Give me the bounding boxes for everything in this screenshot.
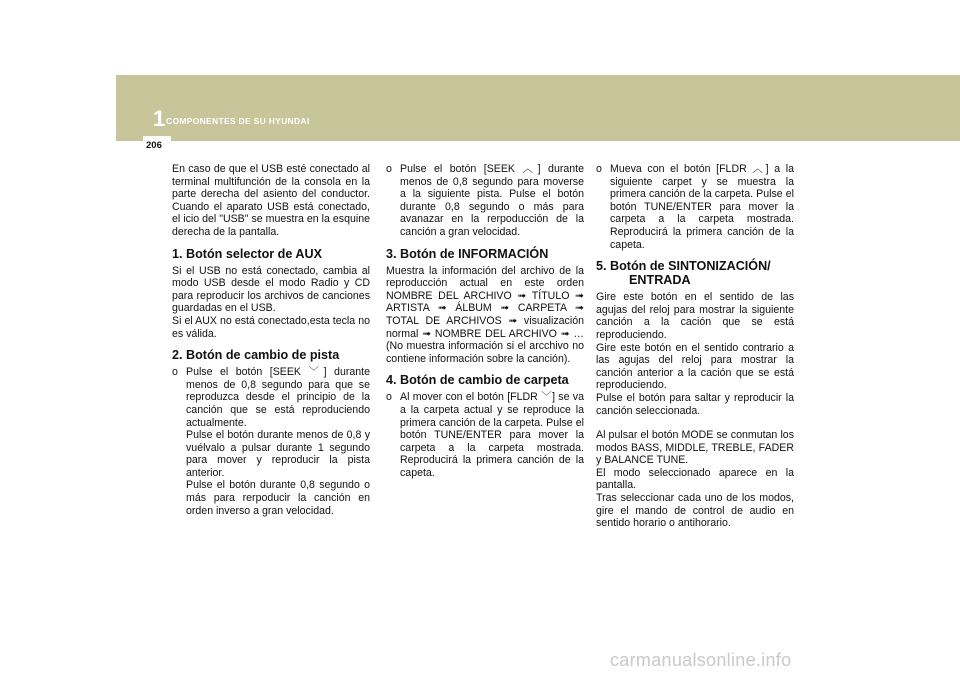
section-title-folder-change: 4. Botón de cambio de carpeta [386, 373, 569, 388]
chapter-number: 1 [153, 106, 166, 131]
chapter-title: COMPONENTES DE SU HYUNDAI [166, 116, 310, 126]
paragraph: Al pulsar el botón MODE se conmutan los modos BASS, MIDDLE, TREBLE, FADER y BALANCE TUNE. [596, 429, 794, 467]
bullet-text: Al mover con el botón [FLDR ﹀] se va a la carpeta actual y se reproduce la primera canción de la carpeta. Pulse el botón TUNE/ENTER para mover la carpeta a la carpeta mostrada. Reproducirá la primera canción de la capeta. [400, 391, 584, 479]
bullet-mark: o [386, 163, 392, 175]
paragraph: Si el AUX no está conectado,esta tecla no es válida. [172, 314, 370, 340]
bullet-text: Pulse el botón durante 0,8 segundo o más para rerpoducir la canción en orden inverso a gran velocidad. [186, 479, 370, 517]
bullet-item [386, 163, 584, 239]
bullet-text: Pulse el botón [SEEK ︿] durante menos de 0,8 segundo para moverse a la siguiente pista. Pulse el botón durante 0,8 segundo o más para avanazar en la rerpoducción de la canción a gran velocidad. [400, 163, 584, 238]
section-title-tune-enter [596, 259, 794, 287]
bullet-text: Pulse el botón [SEEK ﹀] durante menos de 0,8 segundo para que se reproduzca desde el principio de la canción que se está reproduciendo actualmente. [186, 366, 370, 429]
section-title-line: 5. Botón de SINTONIZACIÓN/ [596, 259, 771, 274]
bullet-item [386, 391, 584, 479]
paragraph: Gire este botón en el sentido de las agujas del reloj para mostrar la siguiente canción a la cación que se está reproduciendo. [596, 291, 794, 341]
intro-paragraph: En caso de que el USB esté conectado al terminal multifunción de la consola en la parte derecha del asiento del conductor. Cuando el aparato USB está conectado, el icio del "USB" se muestra en la esquine derecha de la pantalla. [172, 163, 370, 238]
column-left [172, 163, 370, 517]
section-title-aux-button: 1. Botón selector de AUX [172, 246, 322, 261]
watermark: carmanualsonline.info [610, 650, 792, 670]
paragraph: Gire este botón en el sentido contrario a las agujas del reloj para mostrar la canción anterior a la cación que se está reproduciendo. [596, 341, 794, 392]
bullet-item [172, 366, 370, 517]
page-number: 206 [146, 140, 162, 151]
bullet-mark: o [172, 366, 178, 379]
paragraph: Si el USB no está conectado, cambia al modo USB desde el modo Radio y CD para reproducir los archivos de canciones guardadas en el USB. [172, 264, 370, 315]
paragraph-gap [596, 417, 794, 429]
paragraph: Pulse el botón para saltar y reproducir la canción seleccionada. [596, 391, 794, 417]
section-title-info-button: 3. Botón de INFORMACIÓN [386, 246, 549, 261]
paragraph: Tras seleccionar cada uno de los modos, gire el mando de control de audio en sentido horario o antihorario. [596, 492, 794, 530]
bullet-mark: o [386, 391, 392, 404]
paragraph: El modo seleccionado aparece en la pantalla. [596, 466, 794, 492]
chapter-header-band [116, 75, 960, 141]
column-right [596, 163, 794, 530]
column-middle [386, 163, 584, 479]
section-title-track-change: 2. Botón de cambio de pista [172, 348, 340, 363]
section-title-line: ENTRADA [629, 273, 691, 288]
paragraph: Muestra la información del archivo de la reproducción actual en este orden NOMBRE DEL ARCHIVO ➟ TÍTULO ➟ ARTISTA ➟ ÁLBUM ➟ CARPETA ➟ TOTAL DE ARCHIVOS ➟ visualización normal ➟ NOMBRE DEL ARCHIVO ➟ … (No muestra información si el arcchivo no contiene información sobre la canción). [386, 264, 584, 365]
bullet-text: Mueva con el botón [FLDR ︿] a la siguiente carpet y se muestra la primera canción de la carpeta. Pulse el botón TUNE/ENTER para mover la carpeta a la carpeta mostrada. Reproducirá la primera canción de la capeta. [610, 163, 794, 251]
bullet-text: Pulse el botón durante menos de 0,8 y vuélvalo a pulsar durante 1 segundo para mover y reproducir la pista anterior. [186, 429, 370, 479]
bullet-mark: o [596, 163, 602, 175]
bullet-item [596, 163, 794, 251]
